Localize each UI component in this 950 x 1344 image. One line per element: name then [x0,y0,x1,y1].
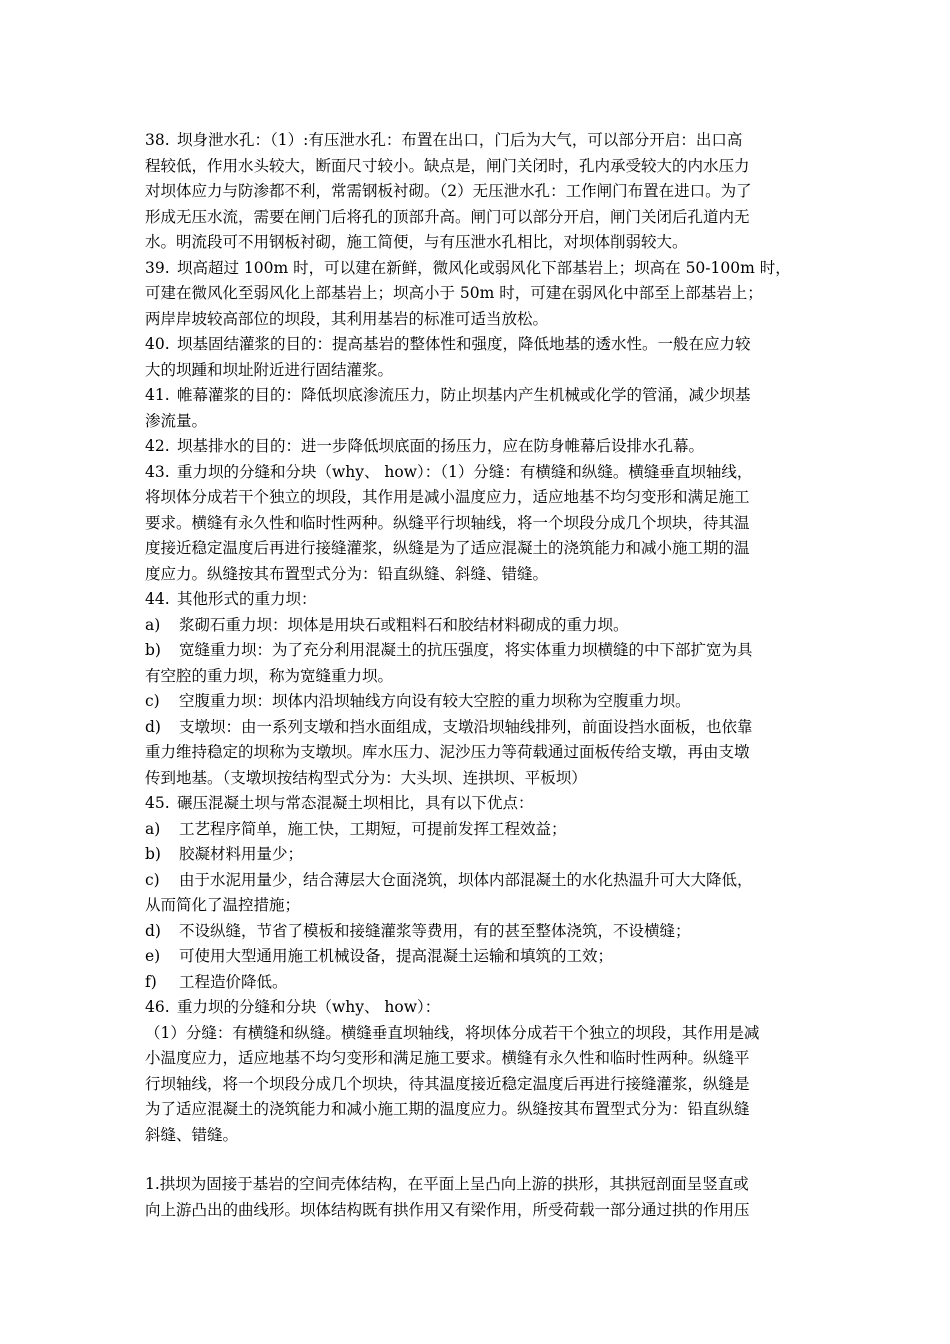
line-text: 碾压混凝土坝与常态混凝土坝相比，具有以下优点： [177,794,534,812]
text-line [145,434,704,458]
line-text: 将坝体分成若干个独立的坝段，其作用是减小温度应力，适应地基不均匀变形和满足施工 [145,488,750,506]
line-text: 其他形式的重力坝： [177,590,317,608]
line-text: 向上游凸出的曲线形。坝体结构既有拱作用又有梁作用，所受荷载一部分通过拱的作用压 [145,1200,750,1219]
text-line [145,409,207,433]
line-text: 宽缝重力坝：为了充分利用混凝土的抗压强度，将实体重力坝横缝的中下部扩宽为具 [179,641,753,659]
line-text: 形成无压水流，需要在闸门后将孔的顶部升高。闸门可以部分开启，闸门关闭后孔道内无 [145,207,750,226]
line-text: 坝身泄水孔：（1）:有压泄水孔：布置在出口，门后为大气，可以部分开启：出口高 [177,131,743,149]
list-bullet: a) [145,615,161,634]
text-line [145,919,691,943]
item-number: 42. [145,437,170,455]
text-line [145,868,753,892]
text-line [145,1046,750,1070]
text-line [145,128,742,152]
text-line [145,664,393,688]
line-text: 坝高超过 100m 时，可以建在新鲜，微风化或弱风化下部基岩上；坝高在 50-100m 时， [177,258,791,277]
line-text: 可使用大型通用施工机械设备，提高混凝土运输和填筑的工效； [179,947,614,965]
item-number: 45. [145,794,170,812]
text-line [145,383,751,407]
item-number: 44. [145,590,170,608]
text-line [145,307,548,331]
line-text: 帷幕灌浆的目的：降低坝底渗流压力，防止坝基内产生机械或化学的管涌，减少坝基 [177,386,751,404]
line-text: 支墩坝：由一系列支墩和挡水面组成，支墩沿坝轴线排列，前面设挡水面板，也依靠 [179,717,753,736]
line-text: 重力坝的分缝和分块（why、 how）：（1）分缝：有横缝和纵缝。横缝垂直坝轴线， [177,462,753,481]
text-line [145,791,534,815]
text-line [145,689,691,713]
line-text: 坝基排水的目的：进一步降低坝底面的扬压力，应在防身帷幕后设排水孔幕。 [177,437,705,455]
list-bullet: f) [145,972,157,991]
line-text: 胶凝材料用量少； [179,845,304,863]
line-text: 不设纵缝，节省了模板和接缝灌浆等费用，有的甚至整体浇筑，不设横缝； [179,921,691,940]
line-text: 程较低，作用水头较大，断面尺寸较小。缺点是，闸门关闭时，孔内承受较大的内水压力 [145,156,750,175]
text-line [145,1123,238,1147]
text-line [145,179,752,203]
line-text: 小温度应力，适应地基不均匀变形和满足施工要求。横缝有永久性和临时性两种。纵缝平 [145,1049,750,1067]
text-line [145,154,750,178]
item-number: 46. [145,998,170,1016]
text-line [145,511,750,535]
list-bullet: b) [145,845,161,863]
line-text: 传到地基。（支墩坝按结构型式分为：大头坝、连拱坝、平板坝） [145,768,587,787]
line-text: 渗流量。 [145,411,208,430]
text-line [145,358,393,382]
text-line [145,587,317,611]
text-line [145,944,613,968]
text-line [145,766,587,790]
text-line [145,740,750,764]
line-text: 由于水泥用量少，结合薄层大仓面浇筑，坝体内部混凝土的水化热温升可大大降低， [179,870,753,889]
text-line [145,332,751,356]
line-text: 要求。横缝有永久性和临时性两种。纵缝平行坝轴线，将一个坝段分成几个坝块，待其温 [145,513,750,532]
text-line [145,485,750,509]
list-bullet: b) [145,641,161,659]
line-text: （1）分缝：有横缝和纵缝。横缝垂直坝轴线，将坝体分成若干个独立的坝段，其作用是减 [145,1023,760,1042]
item-number: 41. [145,386,170,404]
text-line [145,842,303,866]
line-text: 工艺程序简单，施工快，工期短，可提前发挥工程效益； [179,819,567,838]
text-line [145,613,629,637]
line-text: 两岸岸坡较高部位的坝段，其利用基岩的标准可适当放松。 [145,309,549,328]
list-bullet: e) [145,947,161,965]
line-text: 重力维持稳定的坝称为支墩坝。库水压力、泥沙压力等荷载通过面板传给支墩，再由支墩 [145,743,750,761]
line-text: 工程造价降低。 [179,972,288,991]
line-text: 为了适应混凝土的浇筑能力和减小施工期的温度应力。纵缝按其布置型式分为：铅直纵缝 [145,1100,750,1118]
text-line [145,995,440,1019]
text-line [145,715,753,739]
text-line [145,205,750,229]
line-text: 度应力。纵缝按其布置型式分为：铅直纵缝、斜缝、错缝。 [145,564,549,583]
list-bullet: a) [145,819,161,838]
text-line [145,1072,750,1096]
list-bullet: c) [145,692,160,710]
line-text: 1.拱坝为固接于基岩的空间壳体结构，在平面上呈凸向上游的拱形，其拱冠剖面呈竖直或 [145,1175,749,1193]
text-line [145,638,753,662]
text-line [145,562,548,586]
text-line [145,256,791,280]
item-number: 43. [145,462,170,481]
text-line [145,460,752,484]
text-line [145,817,567,841]
text-line [145,1097,750,1121]
line-text: 有空腔的重力坝，称为宽缝重力坝。 [145,666,394,685]
line-text: 行坝轴线，将一个坝段分成几个坝块，待其温度接近稳定温度后再进行接缝灌浆，纵缝是 [145,1074,750,1093]
text-line [145,893,300,917]
text-line [145,1198,750,1222]
line-text: 水。明流段可不用钢板衬砌，施工简便，与有压泄水孔相比，对坝体削弱较大。 [145,233,688,251]
item-number: 39. [145,258,170,277]
list-bullet: d) [145,717,161,736]
list-bullet: d) [145,921,161,940]
text-line [145,230,688,254]
line-text: 对坝体应力与防渗都不利，常需钢板衬砌。（2）无压泄水孔：工作闸门布置在进口。为了 [145,182,752,200]
text-line [145,1172,749,1196]
line-text: 坝基固结灌浆的目的：提高基岩的整体性和强度，降低地基的透水性。一般在应力较 [177,335,751,353]
text-line [145,970,288,994]
line-text: 浆砌石重力坝：坝体是用块石或粗料石和胶结材料砌成的重力坝。 [179,615,629,634]
list-bullet: c) [145,870,160,889]
text-line [145,281,763,305]
line-text: 大的坝踵和坝址附近进行固结灌浆。 [145,360,394,379]
line-text: 可建在微风化至弱风化上部基岩上；坝高小于 50m 时，可建在弱风化中部至上部基岩上； [145,284,763,302]
text-line [145,1021,759,1045]
line-text: 度接近稳定温度后再进行接缝灌浆，纵缝是为了适应混凝土的浇筑能力和减小施工期的温 [145,539,750,557]
item-number: 40. [145,335,170,353]
text-line [145,536,750,560]
line-text: 空腹重力坝：坝体内沿坝轴线方向设有较大空腔的重力坝称为空腹重力坝。 [179,692,691,710]
line-text: 重力坝的分缝和分块（why、 how）： [177,998,441,1016]
line-text: 斜缝、错缝。 [145,1125,239,1144]
line-text: 从而简化了温控措施； [145,896,301,914]
item-number: 38. [145,131,170,149]
